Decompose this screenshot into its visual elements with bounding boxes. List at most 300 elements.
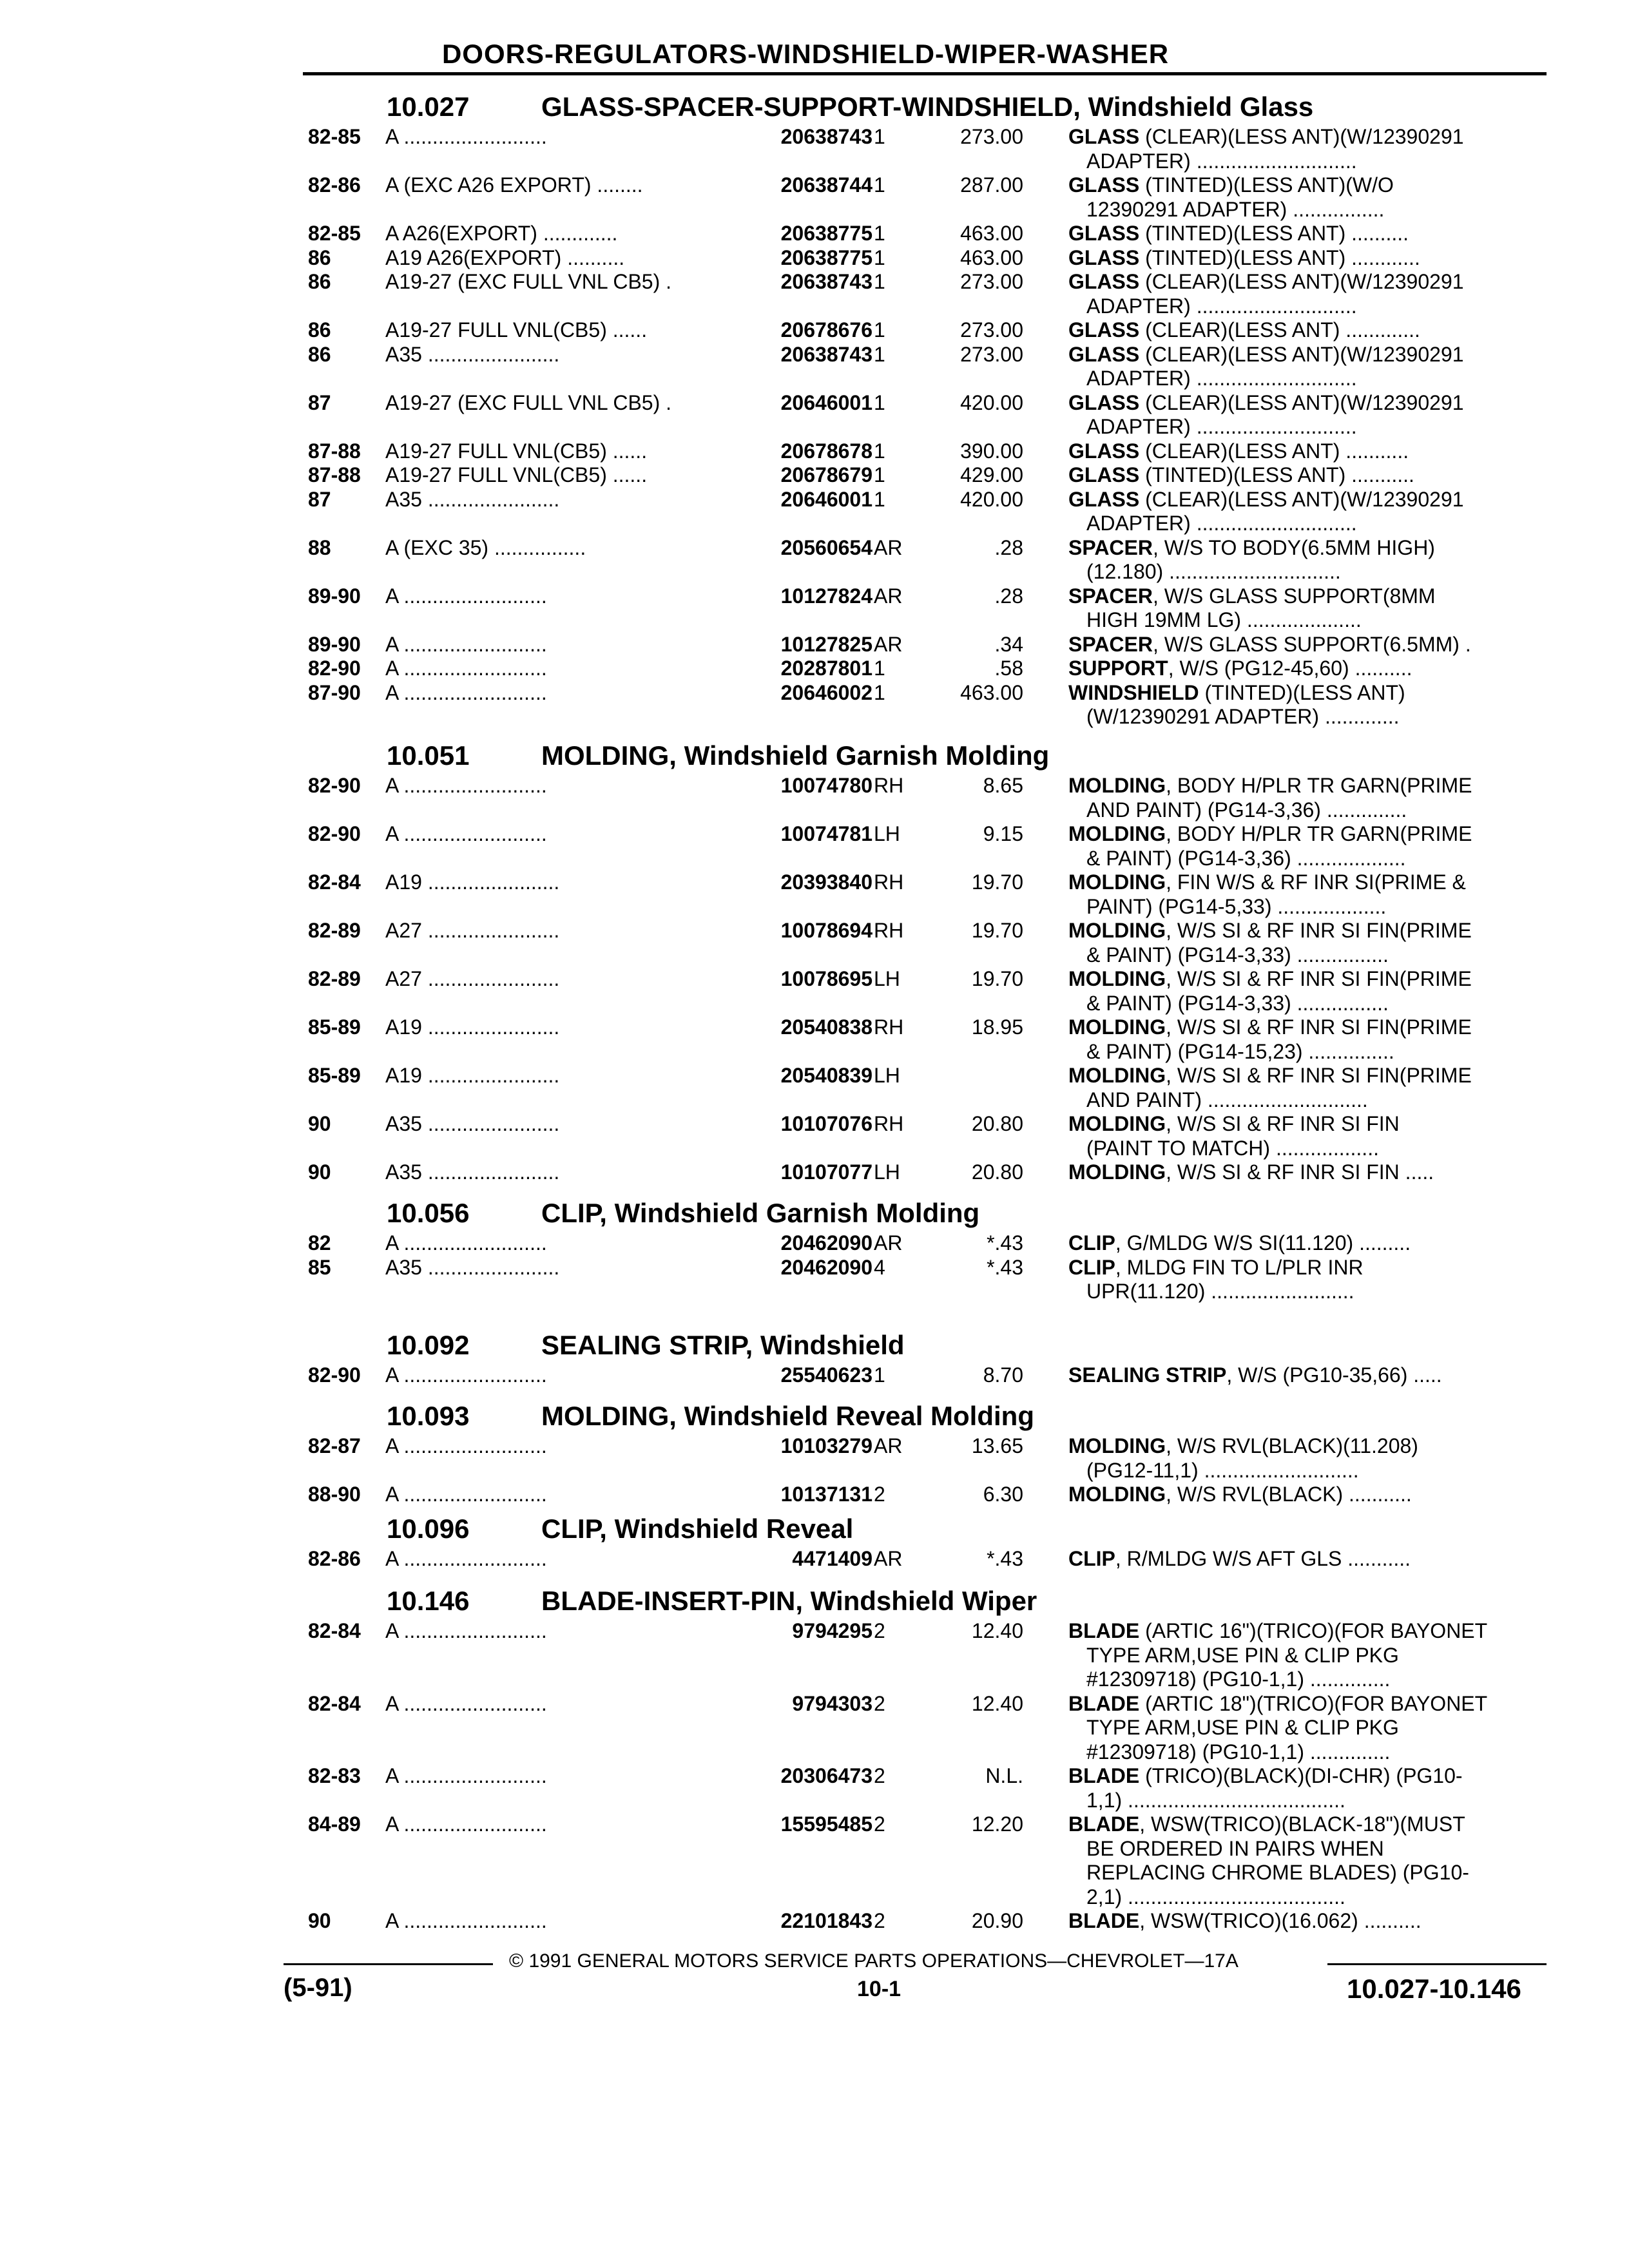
- price: .58: [994, 657, 1023, 680]
- quantity: 1: [874, 173, 885, 197]
- price: .28: [994, 535, 1023, 559]
- model-years: 86: [308, 342, 331, 366]
- description-detail: , R/MLDG W/S AFT GLS ...........: [1115, 1547, 1411, 1570]
- part-number: 10107076: [708, 1112, 872, 1136]
- quantity: RH: [874, 919, 904, 942]
- description-detail: , W/S (PG10-35,66) .....: [1226, 1363, 1442, 1387]
- description-name: MOLDING: [1068, 1064, 1166, 1087]
- application: A .........................: [385, 1812, 547, 1836]
- description-detail: (TINTED)(LESS ANT): [1199, 680, 1405, 704]
- description: [1068, 1909, 1542, 1933]
- quantity: 1: [874, 245, 885, 269]
- header-rule: [303, 72, 1547, 75]
- description-name: MOLDING: [1068, 870, 1166, 894]
- footer-section-range: 10.027-10.146: [1347, 1974, 1521, 2004]
- part-number: 20462090: [708, 1256, 872, 1280]
- table-row: [308, 919, 1542, 943]
- section-heading: [387, 738, 1049, 774]
- description-name: SPACER: [1068, 535, 1153, 559]
- description-continuation: & PAINT) (PG14-3,33) ................: [1086, 991, 1389, 1015]
- description-name: MOLDING: [1068, 1112, 1166, 1135]
- table-row: [308, 1231, 1542, 1255]
- quantity: AR: [874, 632, 903, 656]
- description-name: GLASS: [1068, 487, 1140, 511]
- application: A .........................: [385, 1363, 547, 1387]
- description-continuation: & PAINT) (PG14-15,23) ...............: [1086, 1039, 1394, 1063]
- quantity: AR: [874, 584, 903, 608]
- section-number: 10.093: [387, 1401, 470, 1431]
- quantity: RH: [874, 1015, 904, 1039]
- part-number: 10103279: [708, 1434, 872, 1458]
- model-years: 86: [308, 245, 331, 269]
- application: A .........................: [385, 632, 547, 656]
- part-number: 10137131: [708, 1483, 872, 1506]
- price: *.43: [987, 1231, 1023, 1254]
- quantity: 2: [874, 1619, 885, 1642]
- price: *.43: [987, 1255, 1023, 1279]
- description-detail: (CLEAR)(LESS ANT)(W/12390291: [1139, 270, 1464, 293]
- part-number: 22101843: [708, 1909, 872, 1933]
- description: [1068, 1064, 1542, 1088]
- description: [1068, 774, 1542, 798]
- description-continuation: HIGH 19MM LG) ....................: [1086, 608, 1362, 631]
- quantity: 1: [874, 342, 885, 366]
- part-number: 4471409: [708, 1547, 872, 1571]
- part-number: 10127824: [708, 584, 872, 608]
- model-years: 82-86: [308, 1547, 361, 1570]
- description-detail: , W/S RVL(BLACK) ...........: [1166, 1483, 1412, 1506]
- model-years: 90: [308, 1909, 331, 1932]
- table-row: [308, 1256, 1542, 1280]
- description-name: GLASS: [1068, 463, 1140, 486]
- quantity: 2: [874, 1909, 885, 1932]
- description-continuation: ADAPTER) ............................: [1086, 149, 1357, 173]
- description-detail: , W/S RVL(BLACK)(11.208): [1166, 1434, 1418, 1457]
- part-number: 9794295: [708, 1619, 872, 1643]
- quantity: RH: [874, 1112, 904, 1135]
- description-continuation: UPR(11.120) .........................: [1086, 1280, 1354, 1303]
- section-title: SEALING STRIP, Windshield: [541, 1330, 905, 1360]
- price: *.43: [987, 1547, 1023, 1570]
- description-name: GLASS: [1068, 245, 1140, 269]
- part-number: 10074781: [708, 822, 872, 846]
- description-continuation: 1,1) ......................................: [1086, 1788, 1345, 1812]
- footer-page-number: 10-1: [857, 1977, 901, 2001]
- description-name: GLASS: [1068, 342, 1140, 366]
- description: [1068, 919, 1542, 943]
- part-number: 10127825: [708, 633, 872, 657]
- description: [1068, 270, 1542, 294]
- description-detail: , FIN W/S & RF INR SI(PRIME &: [1166, 870, 1466, 894]
- application: A .........................: [385, 1547, 547, 1570]
- quantity: 1: [874, 439, 885, 463]
- description-continuation: TYPE ARM,USE PIN & CLIP PKG: [1086, 1716, 1399, 1739]
- model-years: 82-84: [308, 870, 361, 894]
- application: A19-27 FULL VNL(CB5) ......: [385, 318, 648, 341]
- section-number: 10.027: [387, 91, 470, 122]
- application: A19 A26(EXPORT) ..........: [385, 245, 625, 269]
- description-detail: , BODY H/PLR TR GARN(PRIME: [1166, 774, 1472, 797]
- section-number: 10.096: [387, 1514, 470, 1544]
- quantity: 4: [874, 1255, 885, 1279]
- footer-copyright: © 1991 GENERAL MOTORS SERVICE PARTS OPERATIONS—CHEVROLET—17A: [509, 1950, 1239, 1972]
- application: A .........................: [385, 125, 547, 148]
- section-title: CLIP, Windshield Reveal: [541, 1514, 854, 1544]
- application: A35 .......................: [385, 487, 560, 511]
- table-row: [308, 391, 1542, 415]
- section-heading: [387, 1398, 1034, 1434]
- description-detail: , W/S SI & RF INR SI FIN: [1166, 1112, 1400, 1135]
- description: [1068, 1363, 1542, 1387]
- model-years: 86: [308, 270, 331, 293]
- description-continuation: & PAINT) (PG14-3,33) ................: [1086, 943, 1389, 966]
- description-name: MOLDING: [1068, 919, 1166, 942]
- description: [1068, 1812, 1542, 1836]
- application: A19-27 (EXC FULL VNL CB5) .: [385, 270, 672, 293]
- quantity: 2: [874, 1764, 885, 1787]
- section-number: 10.056: [387, 1198, 470, 1228]
- part-number: 10078695: [708, 967, 872, 991]
- quantity: 1: [874, 270, 885, 293]
- application: A35 .......................: [385, 1160, 560, 1184]
- part-number: 20646002: [708, 681, 872, 705]
- description-name: BLADE: [1068, 1764, 1140, 1787]
- price: 273.00: [960, 125, 1023, 148]
- description: [1068, 222, 1542, 245]
- part-number: 20638744: [708, 173, 872, 197]
- description-name: MOLDING: [1068, 1015, 1166, 1039]
- description-detail: (CLEAR)(LESS ANT)(W/12390291: [1139, 390, 1464, 414]
- quantity: 1: [874, 657, 885, 680]
- quantity: AR: [874, 535, 903, 559]
- description-detail: , W/S SI & RF INR SI FIN(PRIME: [1166, 1064, 1472, 1087]
- table-row: [308, 488, 1542, 512]
- description-continuation: PAINT) (PG14-5,33) ...................: [1086, 894, 1387, 918]
- model-years: 82-84: [308, 1691, 361, 1715]
- description-continuation: & PAINT) (PG14-3,36) ...................: [1086, 846, 1406, 870]
- table-row: [308, 536, 1542, 560]
- price: 273.00: [960, 342, 1023, 366]
- application: A35 .......................: [385, 342, 560, 366]
- application: A .........................: [385, 1619, 547, 1642]
- description-name: SPACER: [1068, 632, 1153, 656]
- part-number: 10107077: [708, 1160, 872, 1184]
- table-row: [308, 967, 1542, 991]
- section-title: BLADE-INSERT-PIN, Windshield Wiper: [541, 1586, 1037, 1616]
- table-row: [308, 774, 1542, 798]
- table-row: [308, 439, 1542, 463]
- table-row: [308, 870, 1542, 894]
- price: 463.00: [960, 680, 1023, 704]
- description: [1068, 536, 1542, 560]
- table-row: [308, 1112, 1542, 1136]
- application: A19 .......................: [385, 870, 560, 894]
- description-detail: (CLEAR)(LESS ANT)(W/12390291: [1139, 342, 1464, 366]
- description-name: SPACER: [1068, 584, 1153, 608]
- quantity: 1: [874, 1363, 885, 1387]
- quantity: RH: [874, 774, 904, 797]
- description: [1068, 343, 1542, 367]
- description-detail: , MLDG FIN TO L/PLR INR: [1115, 1255, 1364, 1279]
- description-detail: (CLEAR)(LESS ANT)(W/12390291: [1139, 487, 1464, 511]
- description-continuation: #12309718) (PG10-1,1) ..............: [1086, 1740, 1391, 1763]
- application: A .........................: [385, 584, 547, 608]
- description-continuation: BE ORDERED IN PAIRS WHEN: [1086, 1836, 1384, 1860]
- description-detail: , W/S SI & RF INR SI FIN(PRIME: [1166, 1015, 1472, 1039]
- quantity: 1: [874, 680, 885, 704]
- model-years: 88-90: [308, 1483, 361, 1506]
- quantity: 1: [874, 390, 885, 414]
- description-detail: (ARTIC 16")(TRICO)(FOR BAYONET: [1139, 1619, 1488, 1642]
- price: N.L.: [985, 1764, 1023, 1787]
- application: A .........................: [385, 1483, 547, 1506]
- description: [1068, 391, 1542, 415]
- part-number: 20646001: [708, 488, 872, 512]
- quantity: 1: [874, 318, 885, 341]
- description: [1068, 1547, 1542, 1571]
- quantity: 1: [874, 487, 885, 511]
- quantity: AR: [874, 1434, 903, 1457]
- price: 273.00: [960, 318, 1023, 341]
- price: 273.00: [960, 270, 1023, 293]
- part-number: 20393840: [708, 870, 872, 894]
- model-years: 82-83: [308, 1764, 361, 1787]
- part-number: 20678676: [708, 318, 872, 342]
- model-years: 82-89: [308, 919, 361, 942]
- section-title: MOLDING, Windshield Reveal Molding: [541, 1401, 1034, 1431]
- description-name: CLIP: [1068, 1547, 1115, 1570]
- description-detail: , W/S TO BODY(6.5MM HIGH): [1152, 535, 1435, 559]
- model-years: 82-85: [308, 222, 361, 245]
- footer-date: (5-91): [284, 1974, 352, 2002]
- application: A27 .......................: [385, 967, 560, 990]
- description-name: GLASS: [1068, 318, 1140, 341]
- price: 18.95: [971, 1015, 1023, 1039]
- application: A35 .......................: [385, 1255, 560, 1279]
- description-continuation: (PAINT TO MATCH) ..................: [1086, 1136, 1379, 1160]
- description-detail: (TINTED)(LESS ANT) ............: [1139, 245, 1420, 269]
- section-number: 10.051: [387, 740, 470, 771]
- description-name: SUPPORT: [1068, 657, 1168, 680]
- price: .34: [994, 632, 1023, 656]
- description-name: GLASS: [1068, 390, 1140, 414]
- model-years: 85: [308, 1255, 331, 1279]
- description-continuation: (W/12390291 ADAPTER) .............: [1086, 705, 1400, 728]
- quantity: AR: [874, 1547, 903, 1570]
- description-name: BLADE: [1068, 1909, 1140, 1932]
- description-name: BLADE: [1068, 1812, 1140, 1836]
- application: A .........................: [385, 657, 547, 680]
- table-row: [308, 1547, 1542, 1571]
- footer-rule-right: [1327, 1963, 1547, 1965]
- table-row: [308, 681, 1542, 705]
- description-name: MOLDING: [1068, 967, 1166, 990]
- price: 19.70: [971, 967, 1023, 990]
- model-years: 82-86: [308, 173, 361, 197]
- section-heading: [387, 89, 1313, 125]
- footer-rule-left: [284, 1963, 493, 1965]
- price: 287.00: [960, 173, 1023, 197]
- table-row: [308, 318, 1542, 342]
- table-row: [308, 1909, 1542, 1933]
- table-row: [308, 633, 1542, 657]
- description-name: GLASS: [1068, 439, 1140, 463]
- description-detail: , W/S GLASS SUPPORT(6.5MM) .: [1152, 632, 1471, 656]
- section-heading: [387, 1327, 905, 1363]
- description: [1068, 822, 1542, 846]
- quantity: 1: [874, 463, 885, 486]
- description-name: GLASS: [1068, 173, 1140, 197]
- application: A35 .......................: [385, 1112, 560, 1135]
- price: 6.30: [983, 1483, 1023, 1506]
- description: [1068, 318, 1542, 342]
- description-continuation: 2,1) ......................................: [1086, 1885, 1345, 1908]
- description-name: MOLDING: [1068, 1483, 1166, 1506]
- description-detail: , W/S SI & RF INR SI FIN(PRIME: [1166, 919, 1472, 942]
- page-title: DOORS-REGULATORS-WINDSHIELD-WIPER-WASHER: [441, 39, 1170, 69]
- model-years: 87-90: [308, 680, 361, 704]
- model-years: 87-88: [308, 463, 361, 486]
- price: 20.80: [971, 1112, 1023, 1135]
- description: [1068, 1692, 1542, 1716]
- description: [1068, 439, 1542, 463]
- table-row: [308, 125, 1542, 149]
- application: A .........................: [385, 774, 547, 797]
- table-row: [308, 1619, 1542, 1643]
- quantity: AR: [874, 1231, 903, 1254]
- model-years: 82-90: [308, 822, 361, 845]
- table-row: [308, 1692, 1542, 1716]
- section-number: 10.092: [387, 1330, 470, 1360]
- part-number: 20306473: [708, 1764, 872, 1788]
- model-years: 84-89: [308, 1812, 361, 1836]
- section-title: CLIP, Windshield Garnish Molding: [541, 1198, 980, 1228]
- description: [1068, 1231, 1542, 1255]
- quantity: LH: [874, 967, 900, 990]
- application: A19-27 FULL VNL(CB5) ......: [385, 463, 648, 486]
- model-years: 82-90: [308, 1363, 361, 1387]
- description: [1068, 657, 1542, 680]
- model-years: 87: [308, 390, 331, 414]
- section-heading: [387, 1583, 1037, 1619]
- description-detail: (TINTED)(LESS ANT)(W/O: [1139, 173, 1394, 197]
- part-number: 20678678: [708, 439, 872, 463]
- description: [1068, 870, 1542, 894]
- quantity: 2: [874, 1483, 885, 1506]
- part-number: 25540623: [708, 1363, 872, 1387]
- table-row: [308, 463, 1542, 487]
- price: 20.80: [971, 1160, 1023, 1184]
- description: [1068, 967, 1542, 991]
- description-continuation: ADAPTER) ............................: [1086, 367, 1357, 390]
- application: A .........................: [385, 1434, 547, 1457]
- description: [1068, 633, 1542, 657]
- description-continuation: ADAPTER) ............................: [1086, 294, 1357, 318]
- description-name: GLASS: [1068, 270, 1140, 293]
- part-number: 20462090: [708, 1231, 872, 1255]
- description-detail: (ARTIC 18")(TRICO)(FOR BAYONET: [1139, 1691, 1488, 1715]
- model-years: 85-89: [308, 1015, 361, 1039]
- model-years: 82: [308, 1231, 331, 1254]
- part-number: 20638775: [708, 246, 872, 270]
- description-detail: , W/S GLASS SUPPORT(8MM: [1152, 584, 1436, 608]
- quantity: LH: [874, 822, 900, 845]
- model-years: 89-90: [308, 632, 361, 656]
- description-detail: , WSW(TRICO)(BLACK-18")(MUST: [1139, 1812, 1465, 1836]
- table-row: [308, 1015, 1542, 1039]
- description-detail: (CLEAR)(LESS ANT)(W/12390291: [1139, 125, 1464, 148]
- table-row: [308, 584, 1542, 608]
- table-row: [308, 1764, 1542, 1788]
- description: [1068, 1483, 1542, 1506]
- section-number: 10.146: [387, 1586, 470, 1616]
- part-number: 15595485: [708, 1812, 872, 1836]
- model-years: 88: [308, 535, 331, 559]
- price: 463.00: [960, 245, 1023, 269]
- section-heading: [387, 1195, 979, 1231]
- price: 463.00: [960, 222, 1023, 245]
- description-name: MOLDING: [1068, 822, 1166, 845]
- price: 19.70: [971, 870, 1023, 894]
- description-name: MOLDING: [1068, 1160, 1166, 1184]
- quantity: 1: [874, 125, 885, 148]
- price: 13.65: [971, 1434, 1023, 1457]
- description-detail: , W/S SI & RF INR SI FIN(PRIME: [1166, 967, 1472, 990]
- part-number: 10078694: [708, 919, 872, 943]
- application: A .........................: [385, 822, 547, 845]
- description-detail: (TINTED)(LESS ANT) ...........: [1139, 463, 1414, 486]
- model-years: 82-87: [308, 1434, 361, 1457]
- description: [1068, 488, 1542, 512]
- application: A19-27 (EXC FULL VNL CB5) .: [385, 390, 672, 414]
- price: 20.90: [971, 1909, 1023, 1932]
- description: [1068, 173, 1542, 197]
- quantity: LH: [874, 1064, 900, 1087]
- price: 8.70: [983, 1363, 1023, 1387]
- application: A19-27 FULL VNL(CB5) ......: [385, 439, 648, 463]
- section-heading: [387, 1511, 853, 1547]
- description-continuation: TYPE ARM,USE PIN & CLIP PKG: [1086, 1643, 1399, 1667]
- description: [1068, 246, 1542, 270]
- price: 12.20: [971, 1812, 1023, 1836]
- quantity: RH: [874, 870, 904, 894]
- quantity: 2: [874, 1812, 885, 1836]
- part-number: 20560654: [708, 536, 872, 560]
- description-detail: , W/S (PG12-45,60) ..........: [1168, 657, 1412, 680]
- price: 12.40: [971, 1691, 1023, 1715]
- model-years: 85-89: [308, 1064, 361, 1087]
- description-continuation: (12.180) ..............................: [1086, 560, 1341, 583]
- application: A (EXC A26 EXPORT) ........: [385, 173, 643, 197]
- description-name: BLADE: [1068, 1619, 1140, 1642]
- description-continuation: ADAPTER) ............................: [1086, 512, 1357, 535]
- table-row: [308, 270, 1542, 294]
- part-number: 9794303: [708, 1692, 872, 1716]
- table-row: [308, 1483, 1542, 1506]
- model-years: 87-88: [308, 439, 361, 463]
- price: 390.00: [960, 439, 1023, 463]
- description-name: MOLDING: [1068, 774, 1166, 797]
- description: [1068, 1256, 1542, 1280]
- quantity: 1: [874, 222, 885, 245]
- part-number: 20646001: [708, 391, 872, 415]
- description-continuation: 12390291 ADAPTER) ................: [1086, 197, 1385, 221]
- part-number: 20638743: [708, 270, 872, 294]
- application: A A26(EXPORT) .............: [385, 222, 618, 245]
- table-row: [308, 343, 1542, 367]
- model-years: 89-90: [308, 584, 361, 608]
- description-detail: (CLEAR)(LESS ANT) .............: [1139, 318, 1420, 341]
